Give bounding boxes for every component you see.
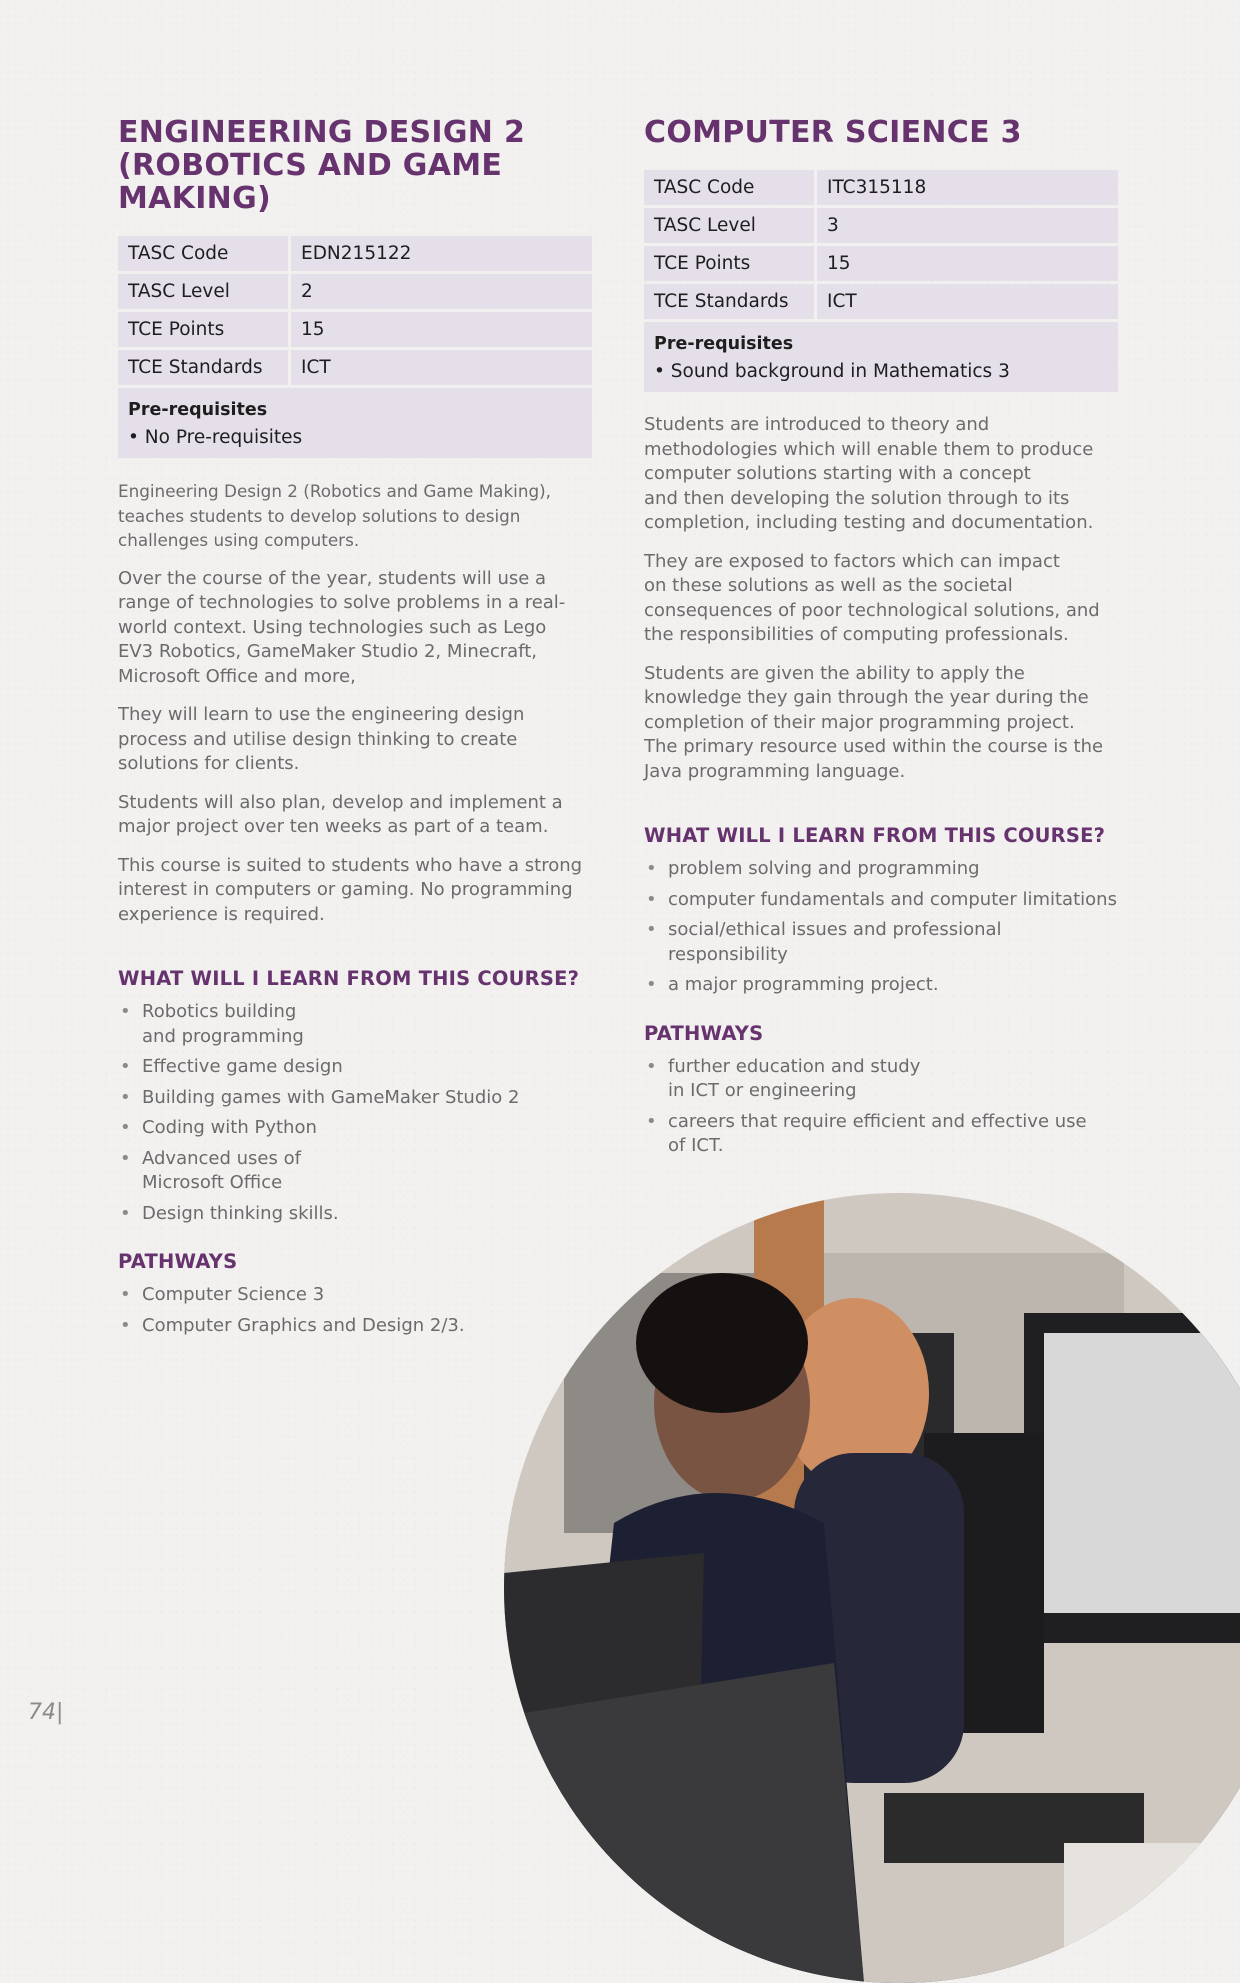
paragraph bbox=[644, 550, 1122, 648]
table-value: ICT bbox=[817, 284, 1118, 319]
text-line: major project over ten weeks as part of a team. bbox=[118, 816, 549, 837]
list-item bbox=[644, 1055, 1122, 1104]
photo-illustration bbox=[504, 1193, 1240, 1983]
pathways-list bbox=[644, 1055, 1122, 1159]
table-value: 15 bbox=[817, 246, 1118, 281]
text-line: Engineering Design 2 (Robotics and Game Making), bbox=[118, 481, 552, 501]
text-line: further education and study bbox=[668, 1055, 921, 1077]
text-line: methodologies which will enable them to produce bbox=[644, 438, 1094, 460]
text-line: This course is suited to students who have a strong bbox=[118, 854, 583, 876]
list-item bbox=[118, 1147, 596, 1196]
table-value: 2 bbox=[291, 274, 592, 309]
title-line: COMPUTER SCIENCE 3 bbox=[644, 115, 1022, 150]
table-key: TCE Points bbox=[118, 312, 288, 347]
text-line: Coding with Python bbox=[142, 1117, 317, 1138]
list-item bbox=[118, 1116, 596, 1141]
text-line: the responsibilities of computing professionals. bbox=[644, 624, 1069, 645]
text-line: Design thinking skills. bbox=[142, 1202, 339, 1224]
list-item: • Computer Science 3 bbox=[118, 1283, 596, 1308]
table-key: TCE Points bbox=[644, 246, 814, 281]
title-line: MAKING) bbox=[118, 181, 272, 216]
text-line: The primary resource used within the course is the bbox=[644, 736, 1104, 757]
text-line: Microsoft Office and more, bbox=[118, 665, 356, 687]
right-description bbox=[644, 413, 1122, 784]
list-item: • Computer Graphics and Design 2/3. bbox=[118, 1314, 596, 1339]
table-row bbox=[644, 322, 1118, 392]
text-line: experience is required. bbox=[118, 903, 325, 925]
table-row bbox=[644, 284, 1118, 319]
text-line: and then developing the solution through to its bbox=[644, 487, 1070, 509]
title-line: ENGINEERING DESIGN 2 bbox=[118, 115, 526, 150]
pathways-list bbox=[118, 1283, 596, 1338]
prerequisites-title: Pre-requisites bbox=[654, 334, 794, 354]
text-line: on these solutions as well as the societal bbox=[644, 575, 1013, 596]
text-line: problem solving and programming bbox=[668, 858, 980, 879]
intro-paragraph bbox=[118, 479, 596, 553]
text-line: process and utilise design thinking to create bbox=[118, 728, 518, 750]
table-value: 3 bbox=[817, 208, 1118, 243]
prerequisites-item: • Sound background in Mathematics 3 bbox=[654, 361, 1010, 382]
text-line: consequences of poor technological solutions, and bbox=[644, 599, 1100, 621]
pathways-heading: PATHWAYS bbox=[644, 1021, 764, 1045]
left-course-title bbox=[118, 116, 596, 215]
table-row bbox=[118, 350, 592, 385]
text-line: and programming bbox=[142, 1025, 304, 1047]
table-value: ITC315118 bbox=[817, 170, 1118, 205]
text-line: Students are introduced to theory and bbox=[644, 414, 990, 435]
table-value: EDN215122 bbox=[291, 236, 592, 271]
students-computer-lab-photo bbox=[504, 1193, 1240, 1983]
text-line: Effective game design bbox=[142, 1056, 343, 1077]
text-line: careers that require efficient and effective use bbox=[668, 1110, 1087, 1132]
table-key: TCE Standards bbox=[118, 350, 288, 385]
text-line: Building games with GameMaker Studio 2 bbox=[142, 1086, 520, 1108]
text-line: a major programming project. bbox=[668, 974, 939, 995]
right-course-title bbox=[644, 116, 1122, 149]
text-line: Students will also plan, develop and implement a bbox=[118, 791, 563, 813]
text-line: They will learn to use the engineering design bbox=[118, 704, 525, 725]
table-row bbox=[118, 274, 592, 309]
table-row bbox=[118, 388, 592, 458]
prerequisites-item: • No Pre-requisites bbox=[128, 427, 303, 448]
list-item bbox=[118, 1000, 596, 1049]
table-value: ICT bbox=[291, 350, 592, 385]
list-item bbox=[644, 857, 1122, 882]
text-line: EV3 Robotics, GameMaker Studio 2, Minecraft, bbox=[118, 641, 538, 662]
text-line: Microsoft Office bbox=[142, 1172, 283, 1193]
text-line: computer fundamentals and computer limitations bbox=[668, 888, 1117, 910]
right-info-table bbox=[641, 167, 1121, 395]
text-line: in ICT or engineering bbox=[668, 1080, 857, 1101]
learn-list bbox=[644, 857, 1122, 998]
learn-heading: WHAT WILL I LEARN FROM THIS COURSE? bbox=[118, 967, 580, 990]
list-item bbox=[644, 888, 1122, 913]
paragraph bbox=[644, 662, 1122, 785]
text-line: social/ethical issues and professional bbox=[668, 919, 1002, 940]
left-description bbox=[118, 479, 596, 927]
table-row bbox=[118, 312, 592, 347]
text-line: Robotics building bbox=[142, 1001, 297, 1022]
text-line: range of technologies to solve problems in a real- bbox=[118, 592, 566, 613]
table-row bbox=[644, 170, 1118, 205]
paragraph bbox=[118, 567, 596, 690]
paragraph bbox=[118, 791, 596, 840]
table-row bbox=[118, 236, 592, 271]
text-line: solutions for clients. bbox=[118, 753, 300, 774]
text-line: Advanced uses of bbox=[142, 1147, 301, 1169]
text-line: challenges using computers. bbox=[118, 530, 360, 550]
prerequisites-cell bbox=[644, 322, 1118, 392]
learn-list bbox=[118, 1000, 596, 1226]
text-line: teaches students to develop solutions to design bbox=[118, 505, 521, 526]
list-item bbox=[644, 1110, 1122, 1159]
text-line: Java programming language. bbox=[644, 760, 906, 782]
title-line: (ROBOTICS AND GAME bbox=[118, 148, 503, 183]
list-item bbox=[118, 1086, 596, 1111]
page-number: 74| bbox=[28, 1700, 64, 1725]
list-item bbox=[118, 1055, 596, 1080]
learn-heading: WHAT WILL I LEARN FROM THIS COURSE? bbox=[644, 824, 1106, 847]
text-line: world context. Using technologies such as Lego bbox=[118, 616, 547, 638]
text-line: Over the course of the year, students will use a bbox=[118, 567, 547, 589]
left-info-table bbox=[115, 233, 595, 461]
text-line: completion, including testing and documentation. bbox=[644, 512, 1094, 533]
text-line: responsibility bbox=[668, 943, 788, 965]
left-course-column bbox=[118, 116, 596, 1344]
list-item bbox=[644, 918, 1122, 967]
table-key: TCE Standards bbox=[644, 284, 814, 319]
text-line: knowledge they gain through the year during the bbox=[644, 687, 1089, 708]
text-line: They are exposed to factors which can impact bbox=[644, 550, 1060, 572]
right-course-column bbox=[644, 116, 1122, 1165]
list-item bbox=[644, 973, 1122, 998]
prerequisites-cell bbox=[118, 388, 592, 458]
paragraph bbox=[118, 854, 596, 928]
text-line: computer solutions starting with a concept bbox=[644, 463, 1031, 484]
table-key: TASC Level bbox=[644, 208, 814, 243]
text-line: interest in computers or gaming. No programming bbox=[118, 879, 573, 900]
table-value: 15 bbox=[291, 312, 592, 347]
text-line: completion of their major programming project. bbox=[644, 711, 1075, 733]
table-key: TASC Code bbox=[118, 236, 288, 271]
pathways-heading: PATHWAYS bbox=[118, 1250, 238, 1273]
paragraph bbox=[644, 413, 1122, 536]
table-row bbox=[644, 246, 1118, 281]
table-key: TASC Level bbox=[118, 274, 288, 309]
table-key: TASC Code bbox=[644, 170, 814, 205]
paragraph bbox=[118, 703, 596, 777]
table-row bbox=[644, 208, 1118, 243]
list-item bbox=[118, 1202, 596, 1227]
text-line: of ICT. bbox=[668, 1135, 724, 1156]
prerequisites-title: Pre-requisites bbox=[128, 400, 268, 420]
text-line: Students are given the ability to apply the bbox=[644, 662, 1025, 684]
